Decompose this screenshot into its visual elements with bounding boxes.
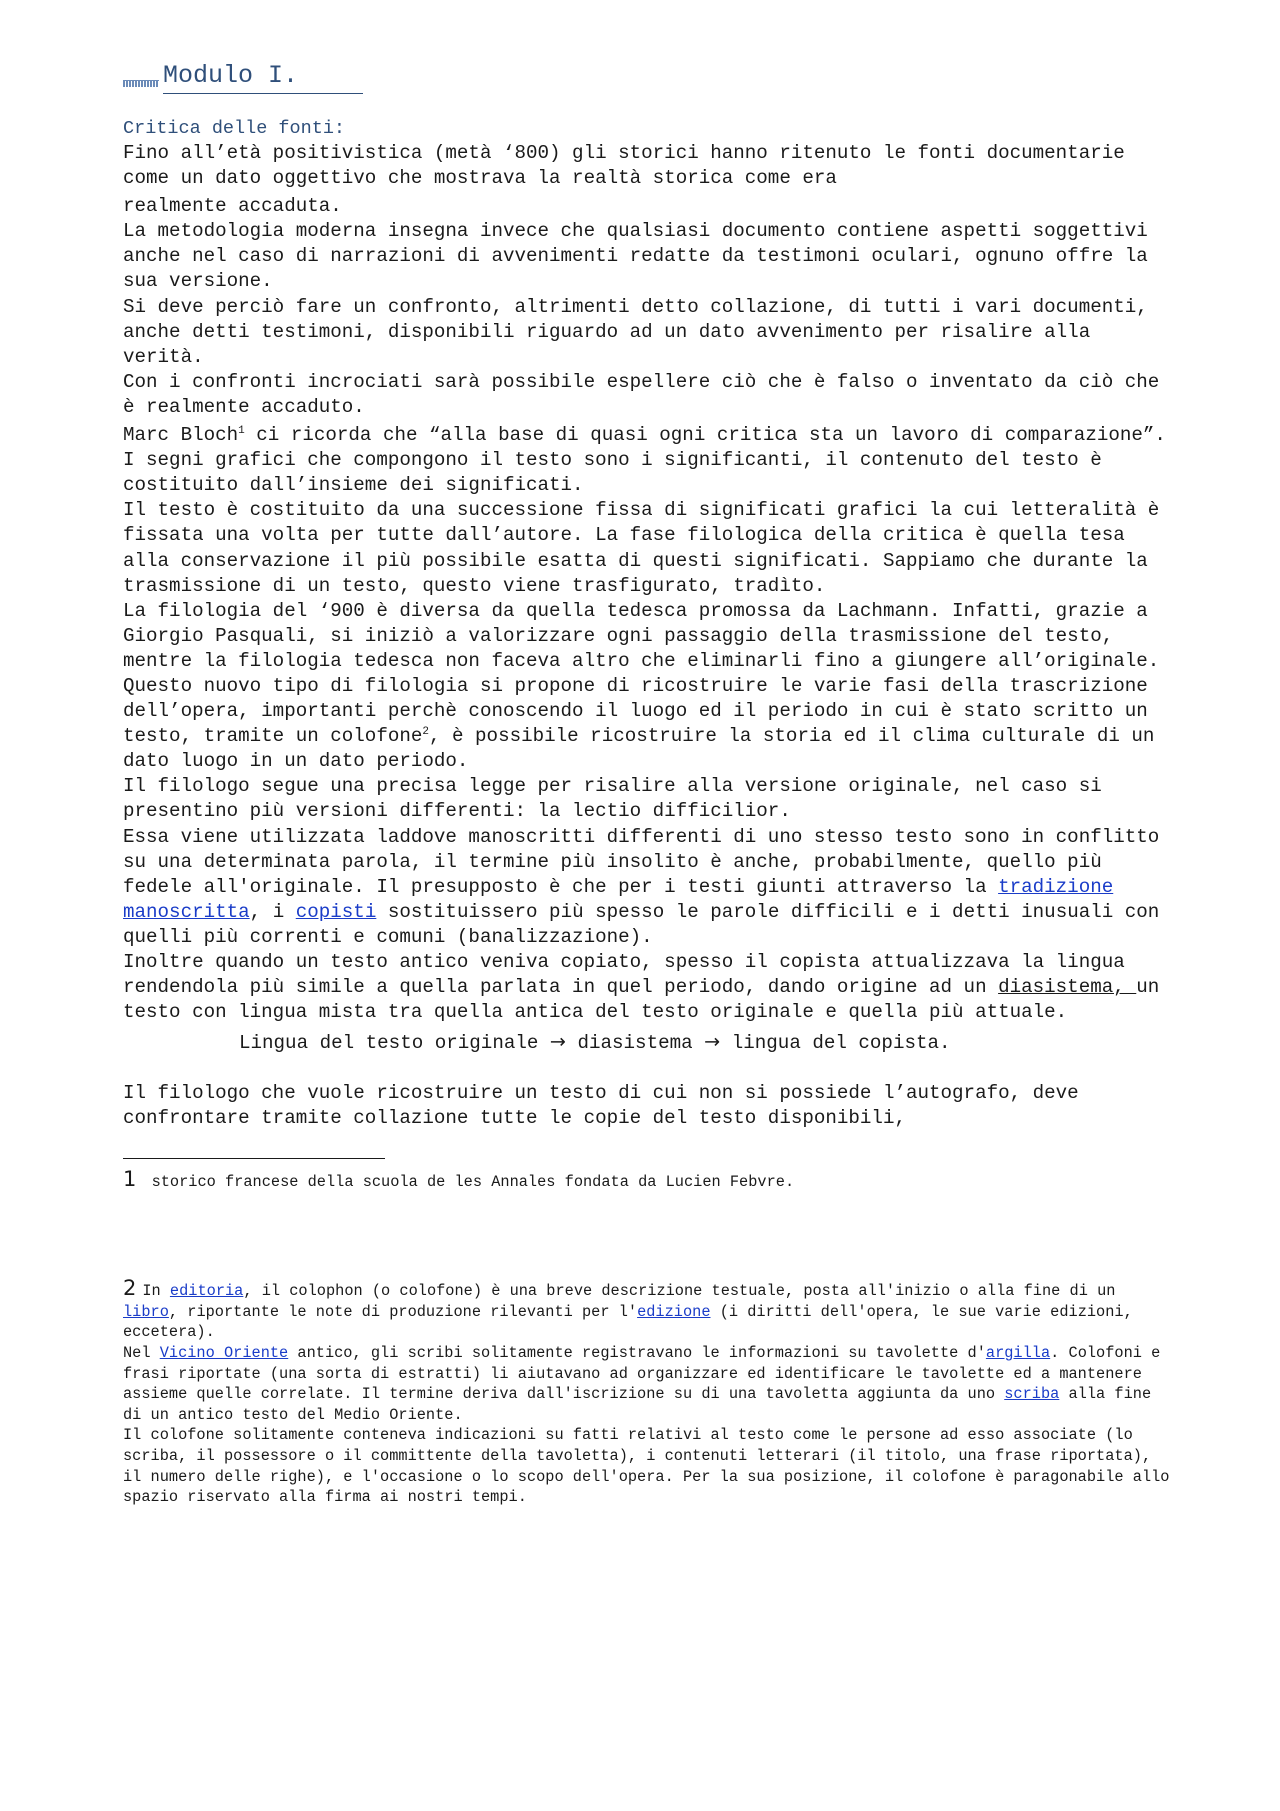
paragraph: I segni grafici che compongono il testo sono i significanti, il contenuto del testo è costituito dall’insieme dei significati. [123,449,1102,497]
footnote-ref[interactable]: 1 [238,425,245,438]
footnote-number: 1 [123,1166,137,1191]
underlined-term: diasistema, [998,976,1137,999]
section-subtitle: Critica delle fonti: [123,118,346,139]
paragraph: Il testo è costituito da una successione fissa di significati grafici la cui letteralità è fissata una volta per tutte dall’autore. La fase filologica della critica è quella tesa alla conservazione il più possibile esatta di questi significati. Sappiamo che durante la trasmissione di un testo, questo viene trasfigurato, tradìto. [123,499,1160,597]
arrow-right-icon: → [704,1030,721,1054]
link-tradizione[interactable]: tradizione [998,875,1114,898]
link-manoscritta[interactable]: manoscritta [123,900,250,923]
link-copisti[interactable]: copisti [295,900,377,923]
paragraph: realmente accaduta. [123,195,342,218]
footnote-ref[interactable]: 2 [422,726,429,739]
footnote-number: 2 [123,1276,137,1301]
link-scriba[interactable]: scriba [1004,1385,1060,1404]
paragraph: La filologia del ‘900 è diversa da quella tedesca promossa da Lachmann. Infatti, grazie a Giorgio Pasquali, si iniziò a valorizzare ogni passaggio della trasmissione del testo, mentre la filologia tedesca non faceva altro che eliminarli fino a giungere all’originale. Questo nuovo tipo di filologia si propone di ricostruire le varie fasi della trascrizione dell’opera, importanti perchè conoscendo il luogo ed il periodo in cui è stato scritto un testo, tramite un colofone$^2$, è possibile ricostruire la storia ed il clima culturale di un dato luogo in un dato periodo. [123,599,1160,773]
paragraph: La metodologia moderna insegna invece che qualsiasi documento contiene aspetti soggettivi anche nel caso di narrazioni di avvenimenti redatte da testimoni oculari, ognuno offre la sua versione. [123,220,1148,293]
paragraph: Marc Bloch$^1$ ci ricorda che “alla base di quasi ogni critica sta un lavoro di comparazione”. [123,424,1166,447]
footnote-1: 1 storico francese della scuola de les Annales fondata da Lucien Febvre. [123,1166,795,1191]
heading-marker-icon [123,80,159,87]
link-argilla[interactable]: argilla [985,1343,1051,1362]
page-title: Modulo I. [163,61,299,90]
paragraph: Essa viene utilizzata laddove manoscritti differenti di uno stesso testo sono in conflitto su una determinata parola, il termine più insolito è anche, probabilmente, quello più fedele all'originale. Il presupposto è che per i testi giunti attraverso la tradizione manoscritta, i copisti sostituissero più spesso le parole difficili e i detti inusuali con quelli più correnti e comuni (banalizzazione). [123,825,1160,948]
paragraph: Si deve perciò fare un confronto, altrimenti detto collazione, di tutti i vari documenti, anche detti testimoni, disponibili riguardo ad un dato avvenimento per risalire alla verità. [123,295,1148,368]
link-libro[interactable]: libro [123,1302,169,1321]
footnote-2: 2 In editoria, il colophon (o colofone) è una breve descrizione testuale, posta all'inizio o alla fine di un libro, riportante le note di produzione rilevanti per l'edizione (i diritti dell'opera, le sue varie edizioni, eccetera). [123,1276,1133,1342]
link-editoria[interactable]: editoria [169,1282,244,1301]
language-scheme: Lingua del testo originale → diasistema → lingua del copista. [239,1030,951,1055]
arrow-right-icon: → [549,1030,566,1054]
title-row [123,58,1173,94]
paragraph: Inoltre quando un testo antico veniva copiato, spesso il copista attualizzava la lingua rendendola più simile a quella parlata in quel periodo, dando origine ad un diasistema, un testo con lingua mista tra quella antica del testo originale e quella più attuale. [123,951,1160,1024]
body-text [123,141,1173,1132]
paragraph: Il filologo che vuole ricostruire un testo di cui non si possiede l’autografo, deve confrontare tramite collazione tutte le copie del testo disponibili, [123,1082,1079,1130]
link-vicino-oriente[interactable]: Vicino Oriente [159,1343,289,1362]
document-page [123,58,1173,1508]
footnote-2-paragraph: Nel Vicino Oriente antico, gli scribi solitamente registravano le informazioni su tavolette d'argilla. Colofoni e frasi riportate (una sorta di estratti) li aiutavano ad organizzare ed identificare le tavolette ed a mantenere assieme quelle correlate. Il termine deriva dall'iscrizione su di una tavoletta aggiunta da uno scriba alla fine di un antico testo del Medio Oriente. [123,1343,1161,1424]
paragraph: Fino all’età positivistica (metà ‘800) gli storici hanno ritenuto le fonti documentarie come un dato oggettivo che mostrava la realtà storica come era [123,142,1125,190]
footnote-divider [123,1158,385,1159]
link-edizione[interactable]: edizione [637,1302,711,1321]
footnote-2-paragraph: Il colofone solitamente conteneva indicazioni su fatti relativi al testo come le persone ad esso associate (lo scriba, il possessore o il committente della tavoletta), i contenuti letterari (il titolo, una frase riportata), il numero delle righe), e l'occasione o lo scopo dell'opera. Per la sua posizione, il colofone è paragonabile allo spazio riservato alla firma ai nostri tempi. [123,1426,1170,1507]
title-underline [163,93,363,94]
paragraph: Con i confronti incrociati sarà possibile espellere ciò che è falso o inventato da ciò che è realmente accaduto. [123,370,1160,418]
spacer [123,1056,1173,1081]
paragraph: Il filologo segue una precisa legge per risalire alla versione originale, nel caso si presentino più versioni differenti: la lectio difficilior. [123,775,1102,823]
